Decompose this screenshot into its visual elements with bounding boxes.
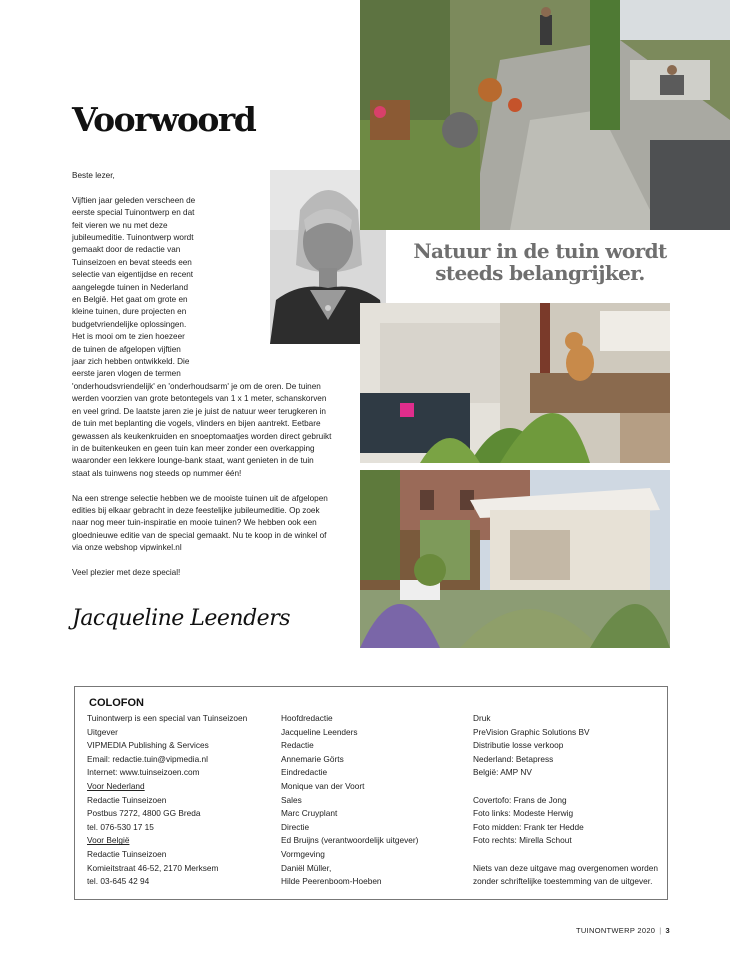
colofon-website[interactable]: Internet: www.tuinseizoen.com — [87, 767, 200, 778]
colofon-line: tel. 03-645 42 94 — [87, 876, 150, 887]
colofon-line: Niets van deze uitgave mag overgenomen worden — [473, 862, 658, 873]
colofon-line: Monique van der Voort — [281, 780, 365, 791]
footer-divider: | — [659, 926, 662, 935]
closing-line: Veel plezier met deze special! — [72, 567, 181, 577]
page-footer — [576, 926, 670, 935]
colofon-column-1 — [87, 712, 247, 889]
colofon-line: Sales — [281, 794, 302, 805]
publication-name: TUINONTWERP 2020 — [576, 926, 656, 935]
colofon-line: Annemarie Görts — [281, 753, 344, 764]
colofon-line: Nederland: Betapress — [473, 753, 554, 764]
colofon-line: Druk — [473, 713, 491, 723]
colofon-subheading: Voor België — [87, 835, 130, 846]
page-title: Voorwoord — [72, 100, 256, 139]
garden-photo-bottom — [360, 470, 670, 648]
colofon-line: Foto links: Modeste Herwig — [473, 808, 574, 819]
garden-photo-top — [360, 0, 730, 230]
colofon-line: Redactie Tuinseizoen — [87, 848, 167, 859]
colofon-line: Daniël Müller, — [281, 862, 332, 873]
colofon-email[interactable]: Email: redactie.tuin@vipmedia.nl — [87, 753, 208, 764]
colofon-line: Foto rechts: Mirella Schout — [473, 835, 572, 846]
colofon-line: Covertofo: Frans de Jong — [473, 794, 567, 805]
colofon-line: Ed Bruijns (verantwoordelijk uitgever) — [281, 835, 419, 846]
portrait-wrap-space — [200, 195, 332, 373]
colofon-line: België: AMP NV — [473, 767, 532, 778]
colofon-subheading: Voor Nederland — [87, 780, 145, 791]
garden-photo-middle — [360, 303, 670, 463]
pull-quote: Natuur in de tuin wordt steeds belangrijker. — [413, 239, 667, 285]
page-number: 3 — [665, 926, 670, 935]
signature: Jacqueline Leenders — [72, 606, 291, 631]
foreword-text — [72, 170, 332, 592]
colofon-box — [74, 686, 668, 900]
colofon-line: Uitgever — [87, 726, 118, 737]
colofon-line: Redactie — [281, 740, 314, 751]
colofon-column-2 — [281, 712, 418, 889]
greeting: Beste lezer, — [72, 171, 115, 180]
colofon-line: tel. 076-530 17 15 — [87, 821, 154, 832]
colofon-line: PreVision Graphic Solutions BV — [473, 726, 590, 737]
colofon-line: Jacqueline Leenders — [281, 726, 358, 737]
colofon-line: VIPMEDIA Publishing & Services — [87, 740, 209, 751]
colofon-line: Hilde Peerenboom-Hoeben — [281, 876, 382, 887]
colofon-line: Eindredactie — [281, 767, 328, 778]
colofon-line: Marc Cruyplant — [281, 808, 338, 819]
colofon-column-3 — [473, 712, 658, 889]
colofon-line: Tuinontwerp is een special van Tuinseizoen — [87, 713, 248, 723]
colofon-spacer — [473, 780, 658, 794]
colofon-heading: COLOFON — [89, 697, 144, 709]
colofon-line: Redactie Tuinseizoen — [87, 794, 167, 805]
colofon-line: Komieitstraat 46-52, 2170 Merksem — [87, 862, 219, 873]
colofon-line: Foto midden: Frank ter Hedde — [473, 821, 584, 832]
colofon-line: Vormgeving — [281, 848, 325, 859]
colofon-line: zonder schriftelijke toestemming van de uitgever. — [473, 876, 653, 887]
colofon-line: Distributie losse verkoop — [473, 740, 564, 751]
colofon-line: Directie — [281, 821, 310, 832]
paragraph-2: Na een strenge selectie hebben we de mooiste tuinen uit de afgelopen edities bij elkaar gebracht in deze feestelijke jubileumeditie. Op zoek naar nog meer tuin-inspiratie en mooie tuinen? We hebben ook een gloednieuwe editie van de special gemaakt. Nu te koop in de winkel of via onze webshop vipwinkel.nl — [72, 493, 328, 553]
colofon-spacer — [473, 848, 658, 862]
paragraph-1: Vijftien jaar geleden verscheen de eerste special Tuinontwerp en dat feit vieren we nu met deze jubileumeditie. Tuinontwerp wordt gemaakt door de redactie van Tuinseizoen en bevat steeds een selectie van eigentijdse en recent aangelegde tuinen in Nederland en België. Het gaat om grote en kleine tuinen, dure projecten en budgetvriendelijke oplossingen. Het is mooi om te zien hoezeer de tuinen de afgelopen vijftien jaar zich hebben ontwikkeld. Die eerste jaren vlogen de termen 'onderhoudsvriendelijk' en 'onderhoudsarm' je om de oren. De tuinen werden voorzien van grote betontegels van 1 x 1 meter, schanskorven en veel grind. De laatste jaren zie je juist de natuur weer terugkeren in de tuin met beplanting die vogels, vlinders en bijen aantrekt. Eetbare gewassen als keukenkruiden en snoeptomaatjes worden direct gebruikt in de buitenkeuken en geen tuin kan meer zonder een overkapping waaronder een lekkere lounge-bank staat, want genieten in de tuin staat als tuinwens nog steeds op nummer één! — [72, 195, 332, 478]
colofon-line: Hoofdredactie — [281, 713, 333, 723]
colofon-line: Postbus 7272, 4800 GG Breda — [87, 808, 201, 819]
